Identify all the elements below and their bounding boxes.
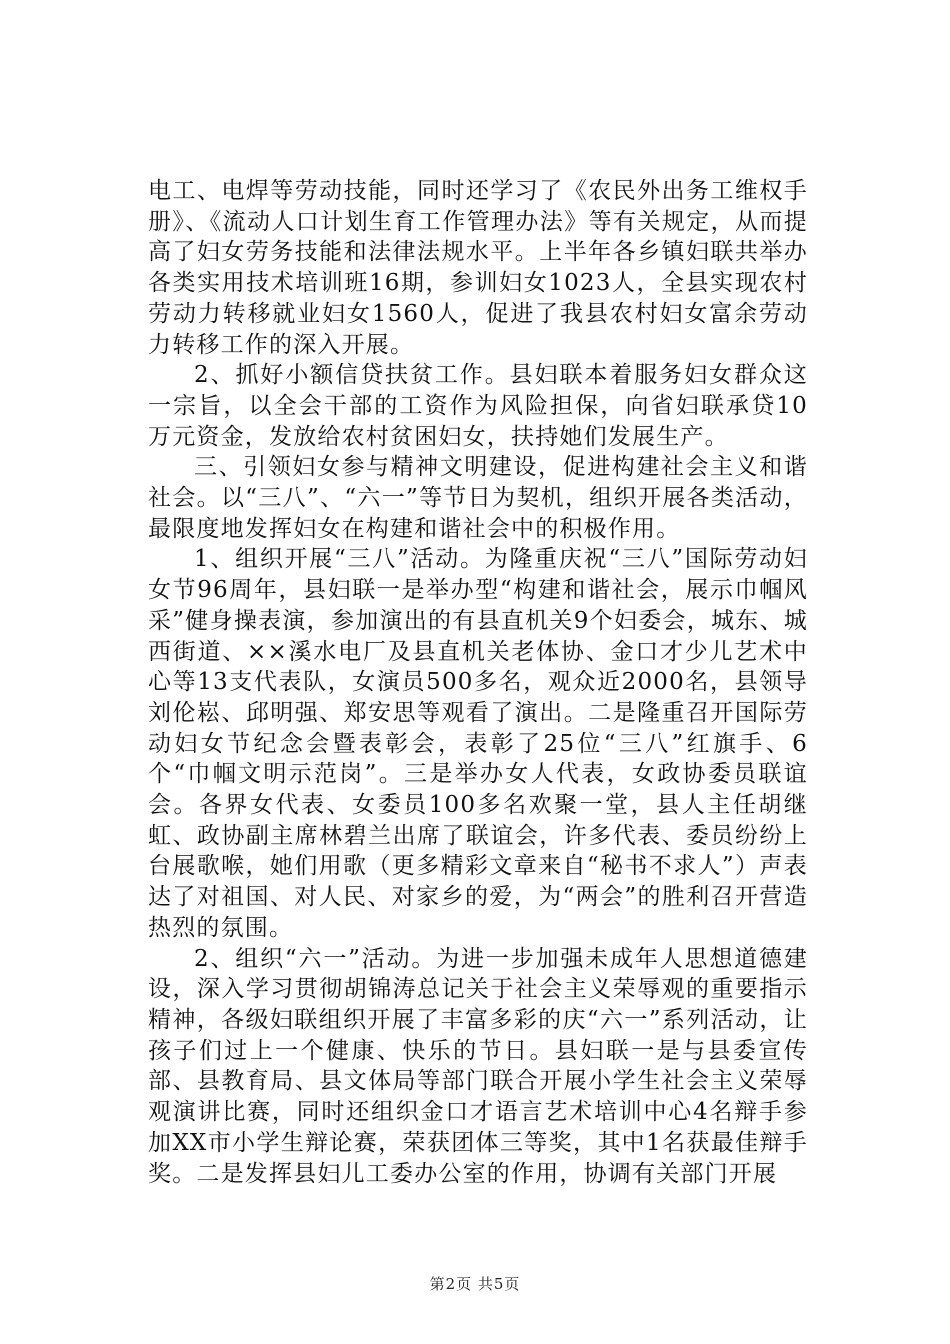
document-body [148, 176, 808, 1189]
paragraph-march-eighth: 1、组织开展“三八”活动。为隆重庆祝“三八”国际劳动妇女节96周年，县妇联一是举办型“构建和谐社会，展示巾帼风采”健身操表演，参加演出的有县直机关9个妇委会，城东、城西街道、××溪水电厂及县直机关老体协、金口才少儿艺术中心等13支代表队，女演员500多名，观众近2000名，县领导刘伦崧、邱明强、郑安思等观看了演出。二是隆重召开国际劳动妇女节纪念会暨表彰会，表彰了25位“三八”红旗手、6个“巾帼文明示范岗”。三是举办女人代表，女政协委员联谊会。各界女代表、女委员100多名欢聚一堂，县人主任胡继虹、政协副主席林碧兰出席了联谊会，许多代表、委员纷纷上台展歌喉，她们用歌（更多精彩文章来自“秘书不求人”）声表达了对祖国、对人民、对家乡的爱，为“两会”的胜利召开营造热烈的氛围。 [148, 546, 808, 941]
paragraph-june-first: 2、组织“六一”活动。为进一步加强未成年人思想道德建设，深入学习贯彻胡锦涛总记关于社会主义荣辱观的重要指示精神，各级妇联组织开展了丰富多彩的庆“六一”系列活动，让孩子们过上一个健康、快乐的节日。县妇联一是与县委宣传部、县教育局、县文体局等部门联合开展小学生社会主义荣辱观演讲比赛，同时还组织金口才语言艺术培训中心4名辩手参加XX市小学生辩论赛，荣获团体三等奖，其中1名获最佳辩手奖。二是发挥县妇儿工委办公室的作用，协调有关部门开展 [148, 945, 808, 1187]
page-number-footer: 第2页 共5页 [429, 1275, 521, 1293]
paragraph-continuation: 电工、电焊等劳动技能，同时还学习了《农民外出务工维权手册》、《流动人口计划生育工作管理办法》等有关规定，从而提高了妇女劳务技能和法律法规水平。上半年各乡镇妇联共举办各类实用技术培训班16期，参训妇女1023人，全县实现农村劳动力转移就业妇女1560人，促进了我县农村妇女富余劳动力转移工作的深入开展。 [148, 178, 808, 358]
paragraph-microcredit: 2、抓好小额信贷扶贫工作。县妇联本着服务妇女群众这一宗旨，以全会干部的工资作为风险担保，向省妇联承贷10万元资金，发放给农村贫困妇女，扶持她们发展生产。 [148, 362, 808, 450]
paragraph-section-three: 三、引领妇女参与精神文明建设，促进构建社会主义和谐社会。以“三八”、“六一”等节日为契机，组织开展各类活动，最限度地发挥妇女在构建和谐社会中的积极作用。 [148, 454, 808, 542]
